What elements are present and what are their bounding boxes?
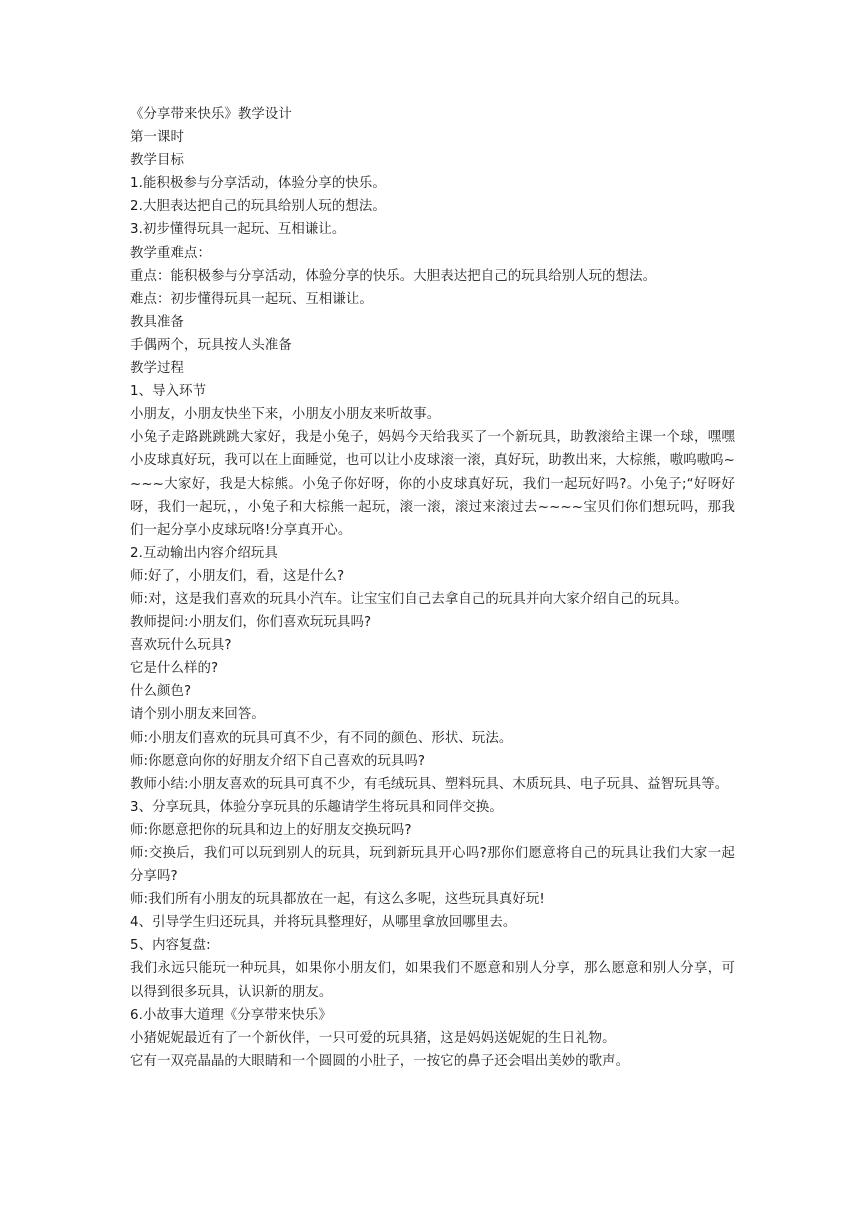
paragraph: 2.互动输出内容介绍玩具 — [130, 545, 278, 561]
paragraph: 师:你愿意向你的好朋友介绍下自己喜欢的玩具吗? — [130, 753, 426, 769]
paragraph: 1.能积极参与分享活动，体验分享的快乐。 — [130, 176, 386, 192]
paragraph: 3.初步懂得玩具一起玩、互相谦让。 — [130, 222, 346, 238]
paragraph: 它是什么样的? — [130, 661, 219, 677]
paragraph: 师:交换后，我们可以玩到别人的玩具，玩到新玩具开心吗?那你们愿意将自己的玩具让我们大家一起分享吗? — [130, 846, 735, 885]
paragraph: 师:你愿意把你的玩具和边上的好朋友交换玩吗? — [130, 822, 412, 838]
paragraph: 什么颜色? — [130, 684, 192, 700]
paragraph: 教学过程 — [130, 361, 184, 377]
paragraph: 手偶两个，玩具按人头准备 — [130, 337, 292, 353]
paragraph: 喜欢玩什么玩具? — [130, 638, 232, 654]
paragraph: 教学目标 — [130, 153, 184, 169]
paragraph: 第一课时 — [130, 130, 184, 146]
paragraph: 重点：能积极参与分享活动，体验分享的快乐。大胆表达把自己的玩具给别人玩的想法。 — [130, 268, 657, 284]
paragraph: 教师小结:小朋友喜欢的玩具可真不少，有毛绒玩具、塑料玩具、木质玩具、电子玩具、益智玩具等。 — [130, 776, 729, 792]
paragraph: 师:对，这是我们喜欢的玩具小汽车。让宝宝们自己去拿自己的玩具并向大家介绍自己的玩具。 — [130, 591, 688, 607]
paragraph: 我们永远只能玩一种玩具，如果你小朋友们，如果我们不愿意和别人分享，那么愿意和别人分享，可以得到很多玩具，认识新的朋友。 — [130, 961, 735, 1000]
paragraph: 教学重难点： — [130, 245, 211, 261]
paragraph: 师:我们所有小朋友的玩具都放在一起，有这么多呢，这些玩具真好玩! — [130, 892, 545, 908]
paragraph: 3、分享玩具，体验分享玩具的乐趣请学生将玩具和同伴交换。 — [130, 799, 503, 815]
paragraph: 2.大胆表达把自己的玩具给别人玩的想法。 — [130, 199, 386, 215]
paragraph: 小兔子走路跳跳跳大家好，我是小兔子，妈妈今天给我买了一个新玩具，助教滚给主课一个球，嘿嘿小皮球真好玩，我可以在上面睡觉，也可以让小皮球滚一滚，真好玩，助教出来，大棕熊，嗷呜嗷呜~~~~大家好，我是大棕熊。小兔子你好呀，你的小皮球真好玩，我们一起玩好吗?。小兔子;“好呀好呀，我们一起玩，，小兔子和大棕熊一起玩，滚一滚，滚过来滚过去~~~~宝贝们你们想玩吗，那我们一起分享小皮球玩咯!分享真开心。 — [130, 430, 735, 538]
paragraph: 4、引导学生归还玩具，并将玩具整理好，从哪里拿放回哪里去。 — [130, 915, 517, 931]
paragraph: 6.小故事大道理《分享带来快乐》 — [130, 1007, 332, 1023]
paragraph: 教师提问:小朋友们，你们喜欢玩玩具吗? — [130, 615, 372, 631]
document-title: 《分享带来快乐》教学设计 — [130, 107, 292, 122]
paragraph: 它有一双亮晶晶的大眼睛和一个圆圆的小肚子，一按它的鼻子还会唱出美妙的歌声。 — [130, 1053, 630, 1069]
paragraph: 师:好了，小朋友们，看，这是什么? — [130, 568, 345, 584]
paragraph: 5、内容复盘: — [130, 938, 211, 954]
paragraph: 师:小朋友们喜欢的玩具可真不少，有不同的颜色、形状、玩法。 — [130, 730, 513, 746]
paragraph: 请个别小朋友来回答。 — [130, 707, 265, 723]
paragraph: 难点：初步懂得玩具一起玩、互相谦让。 — [130, 291, 373, 307]
paragraph: 小猪妮妮最近有了一个新伙伴，一只可爱的玩具猪，这是妈妈送妮妮的生日礼物。 — [130, 1030, 616, 1046]
document-body — [130, 103, 735, 1073]
paragraph: 小朋友，小朋友快坐下来，小朋友小朋友来听故事。 — [130, 407, 441, 423]
paragraph: 教具准备 — [130, 314, 184, 330]
paragraph: 1、导入环节 — [130, 384, 207, 400]
